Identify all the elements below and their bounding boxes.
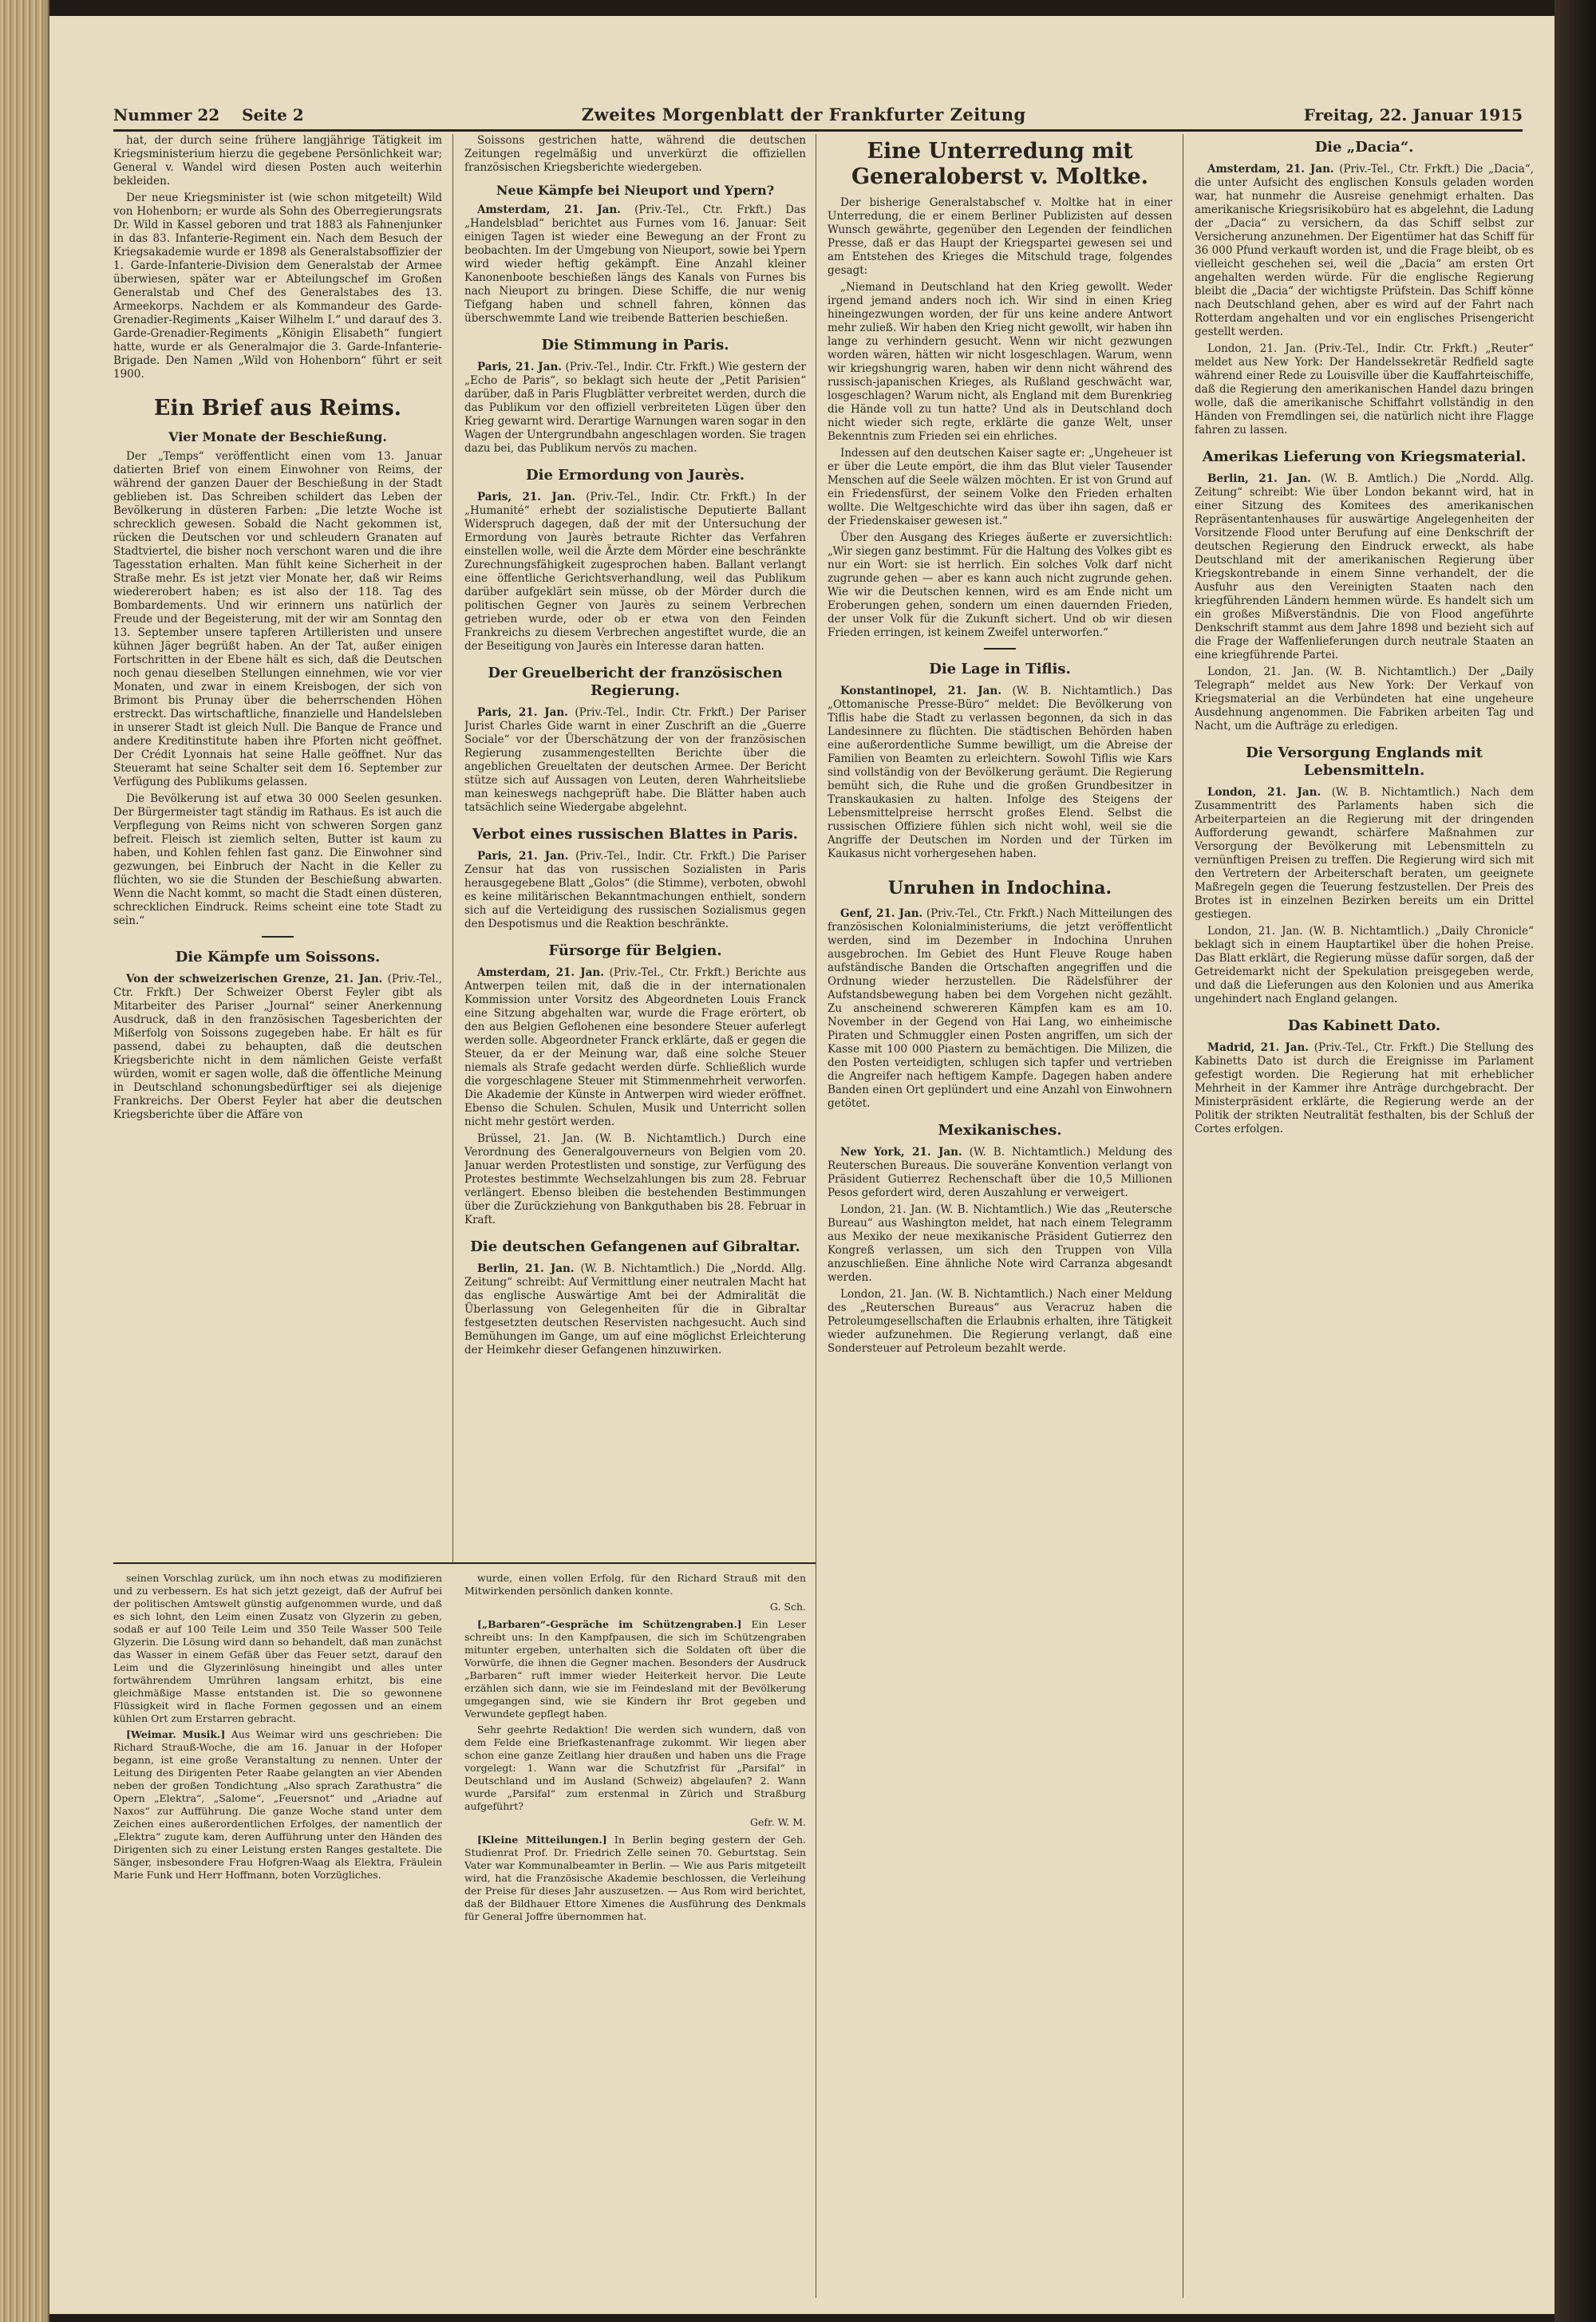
column-4 [1195, 134, 1534, 2288]
feuilleton-column-1 [113, 1572, 442, 2290]
article-text: (Priv.-Tel., Ctr. Frkft.) Die Stellung des Kabinetts Dato ist durch die Ereignisse im Parlament gefestigt worden. Die Regierung hat mit erheblicher Mehrheit in der Kammer ihre Anträge durchgebracht. Der Ministerpräsident erklärte, die Regierung werde an der Politik der strikten Neutralität festhalten, bis der Schluß der Cortes erfolgen. [1195, 1041, 1534, 1135]
headline-england: Die Versorgung Englands mit Lebensmitteln. [1246, 744, 1483, 779]
author-signature: Gefr. W. M. [750, 1816, 806, 1828]
subheadline: Vier Monate der Beschießung. [168, 429, 387, 444]
headline-fuersorge: Fürsorge für Belgien. [548, 942, 722, 959]
dateline: Konstantinopel, 21. Jan. [840, 685, 1001, 697]
article-text: London, 21. Jan. (W. B. Nichtamtlich.) Der „Daily Telegraph“ meldet aus New York: Der Verkauf von Kriegsmaterial an die Verbündeten hat eine ungeheure Ausdehnung angenommen. Die Fabriken arbeiten Tag und Nacht, um die Aufträge zu erledigen. [1195, 665, 1534, 733]
dateline: Von der schweizerischen Grenze, 21. Jan. [126, 973, 383, 985]
headline-amerika: Amerikas Lieferung von Kriegsmaterial. [1202, 448, 1527, 465]
article-text: (W. B. Nichtamtlich.) Nach dem Zusammentritt des Parlaments haben sich die Arbeiterparteien an die Regierung mit der dringenden Aufforderung gewandt, schärfere Maßnahmen zur Versorgung der Bevölkerung mit Lebensmitteln zu vernünftigen Preisen zu treffen. Die Regierung wird sich mit den Vertretern der Arbeiterschaft beraten, um geeignete Maßregeln gegen die Teuerung festzustellen. Der Preis des Brotes ist in einzelnen Bezirken bereits um ein Drittel gestiegen. [1195, 786, 1534, 921]
headline-soissons: Die Kämpfe um Soissons. [175, 949, 381, 966]
article-text: Indessen auf den deutschen Kaiser sagte er: „Ungeheuer ist er über die Leute empört, die ihm das Blut vieler Tausender Menschen auf die Seele wälzen möchten. Er ist von Grund auf ein Friedensfürst, der seinem Volke den Frieden erhalten wollte. Die Weltgeschichte wird das über ihn sagen, daß er der Friedenskaiser gewesen ist.“ [828, 447, 1172, 527]
article-text: Soissons gestrichen hatte, während die deutschen Zeitungen regelmäßig und unverkürzt die offiziellen französischen Kriegsberichte wiedergeben. [464, 134, 806, 174]
dateline: Amsterdam, 21. Jan. [477, 203, 621, 216]
newspaper-page [49, 16, 1555, 2314]
dateline: Genf, 21. Jan. [840, 907, 923, 920]
headline-jaures: Die Ermordung von Jaurès. [526, 467, 745, 484]
headline-verbot: Verbot eines russischen Blattes in Paris. [472, 826, 799, 843]
column-rule [452, 134, 453, 1562]
section-separator [262, 936, 294, 938]
article-text: Der neue Kriegsminister ist (wie schon mitgeteilt) Wild von Hohenborn; er wurde als Sohn des Oberregierungsrats Dr. Wild in Kassel geboren und trat 1883 als Fahnenjunker in das 83. Infanterie-Regiment ein. Nach dem Besuch der Kriegsakademie wurde er 1898 als Generalstabsoffizier der 1. Garde-Infanterie-Division dem Generalstab der Armee überwiesen, später war er Abteilungschef im Großen Generalstab und Chef des Generalstabes des 13. Armeekorps. Nachdem er als Kommandeur des Garde-Grenadier-Regiments „Kaiser Wilhelm I.“ und darauf des 3. Garde-Grenadier-Regiments „Königin Elisabeth“ fungiert hatte, wurde er als Generalmajor die 3. Garde-Infanterie-Brigade. Den Namen „Wild von Hohenborn“ führt er seit 1900. [113, 192, 442, 381]
article-text: (Priv.-Tel., Indir. Ctr. Frkft.) Der Pariser Jurist Charles Gide warnt in einer Zuschrift an die „Guerre Sociale“ vor der Überschätzung der von der französischen Regierung zusammengestellten Berichte über die angeblichen Greueltaten der deutschen Armee. Der Bericht stütze sich auf Aussagen von Leuten, deren Wahrheitsliebe man keineswegs nachgeprüft habe. Die Blätter haben auch tatsächlich seine Wiedergabe abgelehnt. [464, 706, 806, 814]
issue-number: Nummer 22 [113, 105, 220, 124]
headline-tiflis: Die Lage in Tiflis. [929, 661, 1071, 677]
feuilleton-heading: [„Barbaren“-Gespräche im Schützengraben.] [477, 1618, 742, 1630]
headline-gibraltar: Die deutschen Gefangenen auf Gibraltar. [470, 1238, 800, 1255]
article-text: London, 21. Jan. (Priv.-Tel., Indir. Ctr. Frkft.) „Reuter“ meldet aus New York: Der Handelssekretär Redfield sagte während einer Rede zu Louisville über die Kauffahrteischiffe, daß die Regierung den amerikanischen Handel dazu bringen wolle, daß die amerikanische Schiffahrt vollständig in den Händen von Fremdlingen sei, die natürlich nicht ihre Flagge fahren zu lassen. [1195, 342, 1534, 436]
headline-nieuport: Neue Kämpfe bei Nieuport und Ypern? [496, 183, 775, 198]
feuilleton-text: In Berlin beging gestern der Geh. Studienrat Prof. Dr. Friedrich Zelle seinen 70. Geburtstag. Sein Vater war Kommunalbeamter in Berlin. — Wie aus Paris mitgeteilt wird, hat die Französische Akademie beschlossen, die Verleihung der Preise für dieses Jahr auszusetzen. — Aus Rom wird berichtet, daß der Bildhauer Ettore Ximenes die Ausführung des Denkmals für General Joffre übernommen hat. [464, 1834, 806, 1922]
feuilleton-column-2 [464, 1572, 806, 2290]
feuilleton-text: wurde, einen vollen Erfolg, für den Richard Strauß mit den Mitwirkenden persönlich danken konnte. [464, 1572, 806, 1597]
article-text: London, 21. Jan. (W. B. Nichtamtlich.) Nach einer Meldung des „Reuterschen Bureaus“ aus Veracruz haben die Petroleumgesellschaften die Erlaubnis erhalten, ihre Tätigkeit wieder aufzunehmen. Die Regierung verlangt, daß eine Sondersteuer auf Petroleum bezahlt werde. [828, 1288, 1172, 1355]
page-label: Seite 2 [242, 105, 304, 124]
article-text: (W. B. Amtlich.) Die „Nordd. Allg. Zeitung“ schreibt: Wie über London bekannt wird, hat in einer Sitzung des Komitees des amerikanischen Repräsentantenhauses für auswärtige Angelegenheiten der Vorsitzende Flood unter Berufung auf eine Denkschrift der deutschen Regierung den Eindruck erweckt, als habe Deutschland mit der amerikanischen Regierung über Kriegskontrebande in einem Sinne verhandelt, der die Ausfuhr aus den Vereinigten Staaten nach den kriegführenden Ländern hemmen würde. Es handelt sich um ein großes Mißverständnis. Die von Flood angeführte Denkschrift stammt aus dem Jahre 1898 und bezieht sich auf die Frage der Waffenlieferungen durch neutrale Staaten an eine kriegführende Partei. [1195, 472, 1534, 661]
dateline: Paris, 21. Jan. [477, 706, 568, 719]
article-text: London, 21. Jan. (W. B. Nichtamtlich.) Wie das „Reutersche Bureau“ aus Washington meldet, hat nach einem Telegramm aus Mexiko der neue mexikanische Präsident Gutierrez den Kongreß verlassen, um sich den Truppen von Villa anzuschließen. Eine ähnliche Note wird Carranza abgesandt werden. [828, 1203, 1172, 1284]
feuilleton-text: Sehr geehrte Redaktion! Die werden sich wundern, daß von dem Felde eine Briefkastenanfrage zukommt. Wir liegen aber schon eine ganze Zeitlang hier draußen und haben uns die Frage vorgelegt: 1. Wann war die Schutzfrist für „Parsifal“ in Deutschland und im Ausland (Schweiz) abgelaufen? 2. Wann wurde „Parsifal“ zum erstenmal in Zürich und Straßburg aufgeführt? [464, 1724, 806, 1812]
column-1 [113, 134, 442, 1558]
feuilleton-heading: [Kleine Mitteilungen.] [477, 1834, 607, 1846]
headline-greuelbericht: Der Greuelbericht der französischen Regierung. [488, 665, 783, 699]
article-text: (W. B. Nichtamtlich.) Meldung des Reuterschen Bureaus. Die souveräne Konvention verlangt von Präsident Gutierrez Rechenschaft über die 10,5 Millionen Pesos gefordert wird, deren Auszahlung er verweigert. [828, 1146, 1172, 1199]
article-text: Brüssel, 21. Jan. (W. B. Nichtamtlich.) Durch eine Verordnung des Generalgouverneurs von Belgien vom 20. Januar werden Protestlisten und sonstige, zur Verfügung des Protestes bestimmte Wechselzahlungen bis zum 28. Februar verlängert. Ebenso bleiben die bestehenden Bestimmungen über die Zurückziehung von Bankguthaben bis 28. Februar in Kraft. [464, 1132, 806, 1226]
column-3 [828, 134, 1172, 2288]
feuilleton-text: Aus Weimar wird uns geschrieben: Die Richard Strauß-Woche, die am 16. Januar in der Hofoper begann, ist eine große Veranstaltung zu nennen. Unter der Leitung des Dirigenten Peter Raabe gelangten an vier Abenden neben der großen Tondichtung „Also sprach Zarathustra“ die Opern „Elektra“, „Salome“, „Feuersnot“ und „Ariadne auf Naxos“ zur Aufführung. Die ganze Woche stand unter dem Zeichen eines außerordentlichen Erfolges, der namentlich der „Elektra“ zugute kam, deren Aufführung unter den Händen des Dirigenten sich zu einer Leistung ersten Ranges gestaltete. Die Sänger, insbesondere Frau Hofgren-Waag als Elektra, Fräulein Marie Funk und Herr Hoffmann, boten Vorzügliches. [113, 1728, 442, 1881]
headline-dacia: Die „Dacia“. [1314, 139, 1414, 156]
article-text: (W. B. Nichtamtlich.) Das „Ottomanische Presse-Büro“ meldet: Die Bevölkerung von Tiflis habe die Stadt zu verlassen begonnen, da sich in das Landesinnere zu flüchten. Die städtischen Behörden haben eine außerordentliche Summe bewilligt, um die Abreise der Familien von Beamten zu erleichtern. Sowohl Tiflis wie Kars sind vollständig von der Bevölkerung geräumt. Die Regierung bemüht sich, die Ruhe und die großen Grundbesitzer in Transkaukasien zu halten. Infolge des Steigens der Lebensmittelpreise herrscht großes Elend. Selbst die russischen Offiziere fühlen sich nicht wohl, weil sie die Angriffe der Deutschen im Norden und der Türken im Kaukasus nicht vorhergesehen haben. [828, 685, 1172, 860]
article-text: (Priv.-Tel., Ctr. Frkft.) Der Schweizer Oberst Feyler gibt als Mitarbeiter des Pariser „Journal“ seiner Anerkennung Ausdruck, daß in den französischen Tagesberichten der Mißerfolg von Soissons zugegeben habe. Er hält es für passend, dabei zu behaupten, daß die deutschen Kriegsberichte nicht in dem nämlichen Geiste verfaßt würden, womit er sagen wolle, daß die öffentliche Meinung in Deutschland schonungsbedürftiger sei als diejenige Frankreichs. Der Oberst Feyler hat aber die deutschen Kriegsberichte über die Affäre von [113, 973, 442, 1121]
headline-indochina: Unruhen in Indochina. [887, 878, 1112, 898]
article-text: London, 21. Jan. (W. B. Nichtamtlich.) „Daily Chronicle“ beklagt sich in einem Hauptartikel über die hohen Preise. Das Blatt erklärt, die Regierung müsse dafür sorgen, daß der Getreidemarkt nicht der Spekulation preisgegeben werde, und daß die Lieferungen aus den Kolonien und aus Amerika ungehindert nach England gelangen. [1195, 925, 1534, 1005]
article-text: hat, der durch seine frühere langjährige Tätigkeit im Kriegsministerium hierzu die gegebene Persönlichkeit war; General v. Wandel wird diesen Posten auch weiterhin bekleiden. [113, 134, 442, 188]
dateline: Paris, 21. Jan. [477, 850, 569, 863]
headline-paris: Die Stimmung in Paris. [541, 337, 729, 353]
headline-moltke: Eine Unterredung mit Generaloberst v. Moltke. [851, 139, 1149, 189]
dateline: Berlin, 21. Jan. [477, 1262, 575, 1275]
author-signature: G. Sch. [769, 1601, 806, 1613]
section-separator [984, 648, 1016, 650]
page-number-block [113, 105, 304, 124]
dateline: Berlin, 21. Jan. [1207, 472, 1311, 485]
feuilleton-heading: [Weimar. Musik.] [126, 1728, 226, 1740]
dateline: London, 21. Jan. [1207, 786, 1321, 799]
article-text: „Niemand in Deutschland hat den Krieg gewollt. Weder irgend jemand anders noch ich. Wir sind in einen Krieg hineingezwungen worden, der für uns keine andere Antwort mehr zuließ. Wir haben den Krieg nicht gewollt, wir haben ihn lange zu verhindern gesucht. Wenn wir nicht gezwungen worden wären, hätten wir nicht losgeschlagen. Warum, wenn wir kriegshungrig waren, haben wir denn nicht während des russisch-japanischen Krieges, als Rußland geschwächt war, losgeschlagen? Warum nicht, als England mit dem Burenkrieg die Hände voll zu tun hatte? Und als in Deutschland doch nicht wieder sich regte, erklärte die ganze Welt, unser Bekenntnis zum Frieden sei ein ehrliches. [828, 281, 1172, 443]
issue-date: Freitag, 22. Januar 1915 [1303, 105, 1523, 124]
dateline: Madrid, 21. Jan. [1207, 1041, 1309, 1054]
article-text: (Priv.-Tel., Ctr. Frkft.) Die „Dacia“, die unter Aufsicht des englischen Konsuls geladen worden war, hat nunmehr die Ausreise genehmigt erhalten. Das amerikanische Kriegsrisikobüro hat es abgelehnt, die Ladung der „Dacia“ zu versichern, da das Schiff selbst zur Versicherung anzunehmen. Der Eigentümer hat das Schiff für 36 000 Pfund verkauft worden ist, und die Frage bleibt, ob es vielleicht geschehen sei, weil die „Dacia“ am ersten Ort angehalten werden würde. Für die englische Regierung bleibt die „Dacia“ der wichtigste Prüfstein. Das Schiff könne nach Deutschland gehen, aber es wird auf der Fahrt nach Rotterdam angehalten und vor ein englisches Prisengericht gestellt werden. [1195, 163, 1534, 338]
article-text: (Priv.-Tel., Ctr. Frkft.) Das „Handelsblad“ berichtet aus Furnes vom 16. Januar: Seit einigen Tagen ist wieder eine Bewegung an der Front zu beobachten. Im der Umgebung von Nieuport, sowie bei Ypern wird wieder heftig gekämpft. Eine Anzahl kleiner Kanonenboote beschießen längs des Kanals von Furnes bis nach Nieuport zu bringen. Diese Schiffe, die nur wenig Tiefgang haben und schnell fahren, können das überschwemmte Land wie treibende Batterien beschießen. [464, 203, 806, 325]
article-text: Der bisherige Generalstabschef v. Moltke hat in einer Unterredung, die er einem Berliner Publizisten auf dessen Wunsch gewährte, gegenüber den Legenden der feindlichen Presse, daß er das Haupt der Kriegspartei gewesen sei und am Entstehen des Krieges die Mitschuld trage, folgendes gesagt: [828, 196, 1172, 277]
dateline: Paris, 21. Jan. [477, 361, 562, 373]
dateline: Amsterdam, 21. Jan. [477, 966, 604, 979]
feuilleton-rule [113, 1562, 816, 1564]
feuilleton-text: Ein Leser schreibt uns: In den Kampfpausen, die sich im Schützengraben mitunter ergeben, unterhalten sich die Soldaten oft über die Vorwürfe, die ihnen die Gegner machen. Besonders der Ausdruck „Barbaren“ ruft immer wieder Heiterkeit hervor. Die Leute erzählen sich dann, wie sie im Feindesland mit der Bevölkerung umgegangen sind, wie sie Kindern ihr Brot gegeben und Verwundete gepflegt haben. [464, 1618, 806, 1720]
article-text: Der „Temps“ veröffentlicht einen vom 13. Januar datierten Brief von einem Einwohner von Reims, der während der ganzen Dauer der Beschießung in der Stadt geblieben ist. Das Schreiben schildert das Leben der Bevölkerung in düsteren Farben: „Die letzte Woche ist schrecklich gewesen. Sobald die Nacht gekommen ist, rücken die Deutschen vor und schleudern Granaten auf Stadtviertel, die bisher noch verschont waren und die ihre Tagesstation erhalten. Man fühlt keine Sicherheit in der Straße mehr. Es ist jetzt vier Monate her, daß wir Reims wiedererobert haben; es ist also der 118. Tag des Bombardements. Und wir erinnern uns natürlich der Freude und der Begeisterung, mit der wir am Sonntag den 13. September unsere tapferen Artilleristen und unsere kühnen Jäger begrüßt haben. An der Tat, außer einigen Fortschritten in der Ebene hält es sich, daß die Deutschen noch genau dieselben Stellungen einnehmen, wie vor vier Monaten, und zwar in einem Kreisbogen, der sich von Brimont bis Prunay über die beherrschenden Höhen erstreckt. Das wirtschaftliche, finanzielle und Handelsleben in unserer Stadt ist gleich Null. Die Banque de France und andere Kreditinstitute haben ihre Pforten nicht geöffnet. Der Crédit Lyonnais hat seine Halle geöffnet. Nur das Steueramt hat seine Schalter seit dem 16. September zur Verfügung des Publikums gelassen. [113, 450, 442, 788]
book-binding-edge [0, 0, 49, 2322]
article-text: (Priv.-Tel., Indir. Ctr. Frkft.) Die Pariser Zensur hat das von russischen Sozialisten in Paris herausgegebene Blatt „Golos“ (die Stimme), verboten, obwohl es keine militärischen Bekanntmachungen enthielt, sondern sich auf die Verteidigung des russischen Sozialismus gegen den Despotismus und die Reaktion beschränkte. [464, 850, 806, 930]
column-2 [464, 134, 806, 1558]
scan-background-edge [1555, 0, 1596, 2322]
article-text: (Priv.-Tel., Indir. Ctr. Frkft.) Wie gestern der „Echo de Paris“, so beklagt sich heute der „Petit Parisien“ darüber, daß in Paris Flugblätter verbreitet werden, durch die das Publikum vor den offiziell verbreiteten Lügen über den Krieg gewarnt wird. Derartige Warnungen waren sogar in den Wagen der Untergrundbahn angeschlagen worden. Sie tragen dazu bei, das Publikum nervös zu machen. [464, 361, 806, 455]
newspaper-title: Zweites Morgenblatt der Frankfurter Zeitung [581, 105, 1026, 124]
dateline: New York, 21. Jan. [840, 1146, 962, 1159]
dateline: Amsterdam, 21. Jan. [1207, 163, 1334, 176]
article-text: Die Bevölkerung ist auf etwa 30 000 Seelen gesunken. Der Bürgermeister tagt ständig im Rathaus. Es ist auch die Verpflegung von Reims nicht von schweren Sorgen ganz befreit. Fleisch ist ziemlich selten, Butter ist kaum zu haben, und Kohlen fehlen fast ganz. Die Einwohner sind gezwungen, bei Einbruch der Nacht in die Keller zu flüchten, wo sie die Stunden der Beschießung abwarten. Wenn die Nacht kommt, so macht die Stadt einen düsteren, schrecklichen Eindruck. Reims scheint eine tote Stadt zu sein.“ [113, 792, 442, 927]
dateline: Paris, 21. Jan. [477, 491, 576, 503]
headline-kabinett-dato: Das Kabinett Dato. [1287, 1017, 1441, 1034]
feuilleton-text: seinen Vorschlag zurück, um ihn noch etwas zu modifizieren und zu verbessern. Es hat sich jetzt gezeigt, daß der Aufruf bei der politischen Amtswelt günstig aufgenommen wurde, und daß es sich lohnt, den Leim einen Zusatz von Glyzerin zu geben, sodaß er auf 100 Teile Leim und 350 Teile Wasser 500 Teile Glyzerin. Die Lösung wird dann so behandelt, daß man zunächst das Wasser in einem Gefäß über das Feuer setzt, darauf den Leim und die Glyzerinlösung hineingibt und alles unter fortwährendem Umrühren langsam erhitzt, bis eine gleichmäßige Masse entstanden ist. Die so gewonnene Flüssigkeit wird in flache Formen gegossen und an einem kühlen Ort zum Erstarren gebracht. [113, 1572, 442, 1724]
article-text: (Priv.-Tel., Indir. Ctr. Frkft.) In der „Humanité“ erhebt der sozialistische Deputierte Ballant Widerspruch dagegen, daß der mit der Untersuchung der Ermordung von Jaurès betraute Richter das Verfahren einstellen wolle, weil die Ärzte dem Mörder eine beschränkte Zurechnungsfähigkeit zugesprochen haben. Ballant verlangt eine öffentliche Gerichtsverhandlung, weil das Publikum darüber aufgeklärt sein müsse, ob der Mörder durch die politischen Gegner von Jaurès zu seinem Verbrechen getrieben wurde, oder ob er etwa von den Feinden Frankreichs zu diesem Verbrechen angestiftet wurde, die an der Beseitigung von Jaurès ein Interesse daran hatten. [464, 491, 806, 653]
headline-brief-aus-reims: Ein Brief aus Reims. [153, 396, 402, 421]
article-text: Über den Ausgang des Krieges äußerte er zuversichtlich: „Wir siegen ganz bestimmt. Für die Haltung des Volkes gibt es nur ein Wort: sie ist herrlich. Ein solches Volk darf nicht zugrunde gehen — aber es kann auch nicht zugrunde gehen. Wie wir die Deutschen kennen, wird es am Ende nicht um Eroberungen gehen, sondern um einen dauernden Frieden, der unser Volk für die Zukunft sichert. Und ob wir diesen Frieden erringen, ist keinem Zweifel unterworfen.“ [828, 531, 1172, 639]
article-text: (W. B. Nichtamtlich.) Die „Nordd. Allg. Zeitung“ schreibt: Auf Vermittlung einer neutralen Macht hat das englische Auswärtige Amt bei der Admiralität die Überlassung von Gelegenheiten für die in Gibraltar festgesetzten deutschen Reservisten nachgesucht. Auch sind Bemühungen im Gange, um auf eine möglichst Erleichterung der Heimkehr dieser Gefangenen hinzuwirken. [464, 1262, 806, 1356]
article-text: (Priv.-Tel., Ctr. Frkft.) Nach Mitteilungen des französischen Kolonialministeriums, die jetzt veröffentlicht werden, sind im Dezember in Indochina Unruhen ausgebrochen. Im Gebiet des Hunt Fleuve Rouge haben aufständische Banden die Ortschaften angegriffen und die Ordnung wieder herzustellen. Die Rädelsführer der Aufstandsbewegung haben bei dem Vorgehen nicht gezählt. Zu anscheinend schwereren Kämpfen kam es am 10. November in der Gegend von Hai Lang, wo einheimische Piraten und Schmuggler einen Posten angriffen, um sich der Kasse mit 100 000 Piastern zu bemächtigen. Die Milizen, die den Posten verteidigten, schlugen sich tapfer und vertrieben die Angreifer nach heftigem Kampfe. Dagegen haben andere Banden einen Ort geplündert und eine Anzahl von Einwohnern getötet. [828, 907, 1172, 1110]
running-head [113, 93, 1523, 132]
article-text: (Priv.-Tel., Ctr. Frkft.) Berichte aus Antwerpen teilen mit, daß die in der internationalen Kommission unter Vorsitz des Abgeordneten Louis Franck eine Sitzung abgehalten war, wurde die Frage erörtert, ob den aus Belgien Geflohenen eine besondere Steuer auferlegt werden solle. Abgeordneter Franck erklärte, daß er gegen die Steuer, da er der Meinung war, daß eine solche Steuer niemals als Strafe gedacht werden dürfe. Schließlich wurde die vorgeschlagene Steuer mit Stimmenmehrheit verworfen. Die Akademie der Künste in Antwerpen wird wieder eröffnet. Ebenso die Schulen. Schulen, Musik und Unterricht sollen nicht mehr gestört werden. [464, 966, 806, 1128]
headline-mexikanisches: Mexikanisches. [938, 1122, 1062, 1139]
